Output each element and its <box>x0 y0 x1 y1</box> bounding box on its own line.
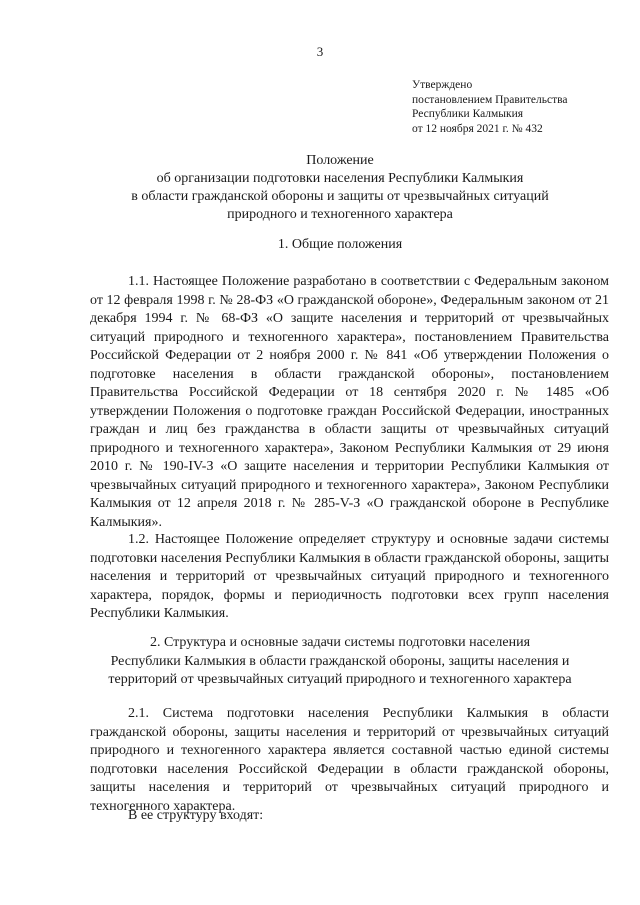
page-number: 3 <box>316 44 324 59</box>
paragraph-2-1: 2.1. Система подготовки населения Республики Калмыкия в области гражданской обороны, защиты населения и территорий от чрезвычайных ситуаций природного и техногенного характера является составной частью единой системы подготовки населения Российской Федерации в области гражданской обороны, защиты населения и территорий от чрезвычайных ситуаций природного и техногенного характера. <box>90 706 609 814</box>
section-heading-text: 1. Общие положения <box>277 237 403 252</box>
approval-line: Утверждено <box>412 79 473 91</box>
section-heading-line: 2. Структура и основные задачи системы подготовки населения <box>149 635 531 650</box>
document-title <box>40 152 640 224</box>
section-heading-1 <box>40 236 640 255</box>
title-line: об организации подготовки населения Республики Калмыкия <box>156 171 524 186</box>
title-line: в области гражданской обороны и защиты от чрезвычайных ситуаций <box>131 189 549 204</box>
section-heading-line: Республики Калмыкия в области гражданской обороны, защиты населения и <box>110 653 570 669</box>
approval-stamp <box>412 78 627 136</box>
section-heading-2 <box>40 634 640 690</box>
title-line: Положение <box>306 153 374 168</box>
paragraph-1-2: 1.2. Настоящее Положение определяет структуру и основные задачи системы подготовки населения Республики Калмыкия в области гражданской обороны, защиты населения и территорий от чрезвычайных ситуаций природного и техногенного характера, порядок, формы и периодичность подготовки всех групп населения Республики Калмыкия. <box>90 532 609 621</box>
approval-line: Республики Калмыкия <box>412 108 524 120</box>
paragraph-2-1-structure: В ее структуру входят: <box>128 808 264 823</box>
approval-line: постановлением Правительства <box>412 93 568 106</box>
title-line: природного и техногенного характера <box>227 207 453 222</box>
section-heading-line: территорий от чрезвычайных ситуаций природного и техногенного характера <box>108 672 572 687</box>
approval-line: от 12 ноября 2021 г. № 432 <box>412 122 543 135</box>
paragraph-1-1: 1.1. Настоящее Положение разработано в соответствии с Федеральным законом от 12 февраля 1998 г. № 28-ФЗ «О гражданской обороне», Федеральным законом от 21 декабря 1994 г. № 68-ФЗ «О защите населения и территорий от чрезвычайных ситуаций природного и техногенного характера», постановлением Правительства Российской Федерации от 2 ноября 2000 г. № 841 «Об утверждении Положения о подготовке населения в области гражданской обороны», постановлением Правительства Российской Федерации от 18 сентября 2020 г. № 1485 «Об утверждении Положения о подготовке граждан Российской Федерации, иностранных граждан и лиц без гражданства в области защиты от чрезвычайных ситуаций природного и техногенного характера», Законом Республики Калмыкия от 29 июня 2010 г. № 190-IV-З «О защите населения и территории Республики Калмыкия от чрезвычайных ситуаций природного и техногенного характера», Законом Республики Калмыкия от 12 апреля 2018 г. № 285-V-З «О гражданской обороне в Республике Калмыкия». <box>90 274 609 530</box>
